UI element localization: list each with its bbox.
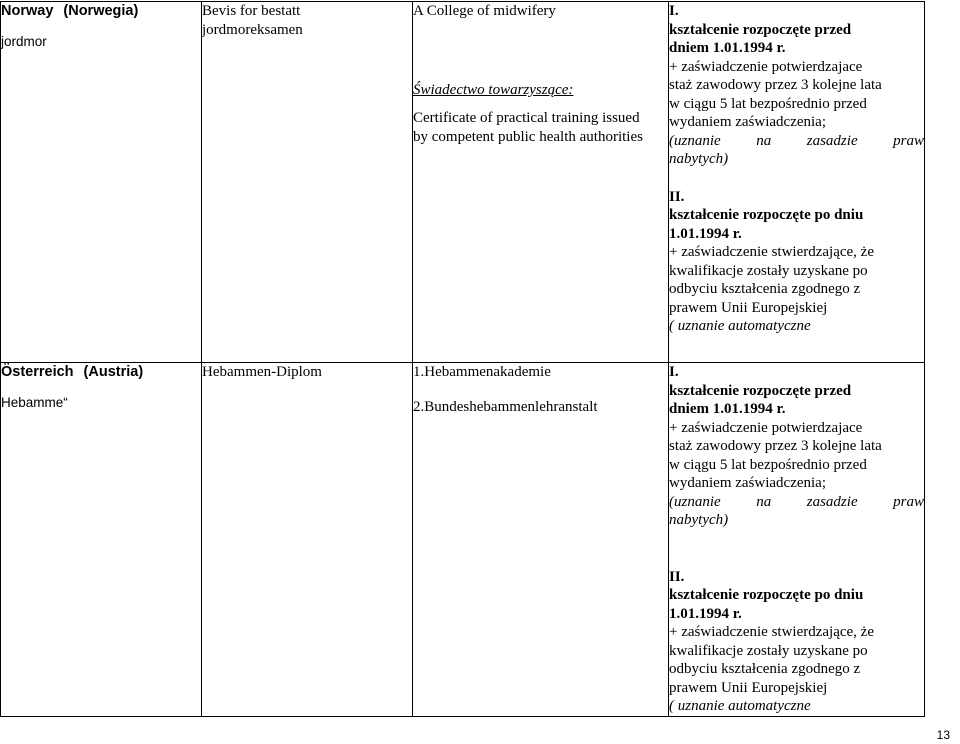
conditions-cell (669, 2, 925, 363)
certificate-text: Certificate of practical training issued by competent public health authorities (413, 110, 643, 145)
conditions-block: I. kształcenie rozpoczęte przed dniem 1.01.1994 r. + zaświadczenie potwierdzajace staż zawodowy przez 3 kolejne lata w ciągu 5 lat bezpośrednio przed wydaniem zaświadczenia; (uznanie na zasadzie praw nabytych) II. kształcenie rozpoczęte po dniu 1.01.1994 r. + zaświadczenie stwierdzające, że kwalifikacje zostały uzyskane po odbyciu kształcenia zgodnego z prawem Unii Europejskiej ( uznanie automatyczne (669, 364, 924, 714)
institution-name: 1.Hebammenakademie (413, 364, 551, 380)
diploma-line: jordmoreksamen (202, 22, 303, 38)
diploma-cell (202, 2, 413, 363)
certificate-label: Świadectwo towarzyszące: (413, 82, 574, 98)
institution-name: 2.Bundeshebammenlehranstalt (413, 399, 598, 415)
institution-name: A College of midwifery (413, 3, 556, 19)
country-cell (1, 363, 202, 717)
country-cell (1, 2, 202, 363)
professional-title: Hebamme“ (1, 395, 68, 410)
diploma-line: Bevis for bestatt (202, 3, 301, 19)
country-name: Norway (Norwegia) (1, 3, 139, 19)
conditions-block: I. kształcenie rozpoczęte przed dniem 1.01.1994 r. + zaświadczenie potwierdzajace staż zawodowy przez 3 kolejne lata w ciągu 5 lat bezpośrednio przed wydaniem zaświadczenia; (uznanie na zasadzie praw nabytych) II. kształcenie rozpoczęte po dniu 1.01.1994 r. + zaświadczenie stwierdzające, że kwalifikacje zostały uzyskane po odbyciu kształcenia zgodnego z prawem Unii Europejskiej ( uznanie automatyczne (669, 3, 924, 334)
institution-list (413, 363, 668, 417)
table-row-austria (1, 363, 925, 717)
institution-cell (413, 2, 669, 363)
diploma-line: Hebammen-Diplom (202, 364, 322, 380)
table-row-norway (1, 2, 925, 363)
page-number: 13 (936, 728, 950, 742)
professional-title: jordmor (1, 34, 47, 49)
conditions-cell (669, 363, 925, 717)
diploma-cell (202, 363, 413, 717)
qualifications-table (0, 1, 925, 717)
institution-cell (413, 363, 669, 717)
country-name: Österreich (Austria) (1, 364, 144, 380)
